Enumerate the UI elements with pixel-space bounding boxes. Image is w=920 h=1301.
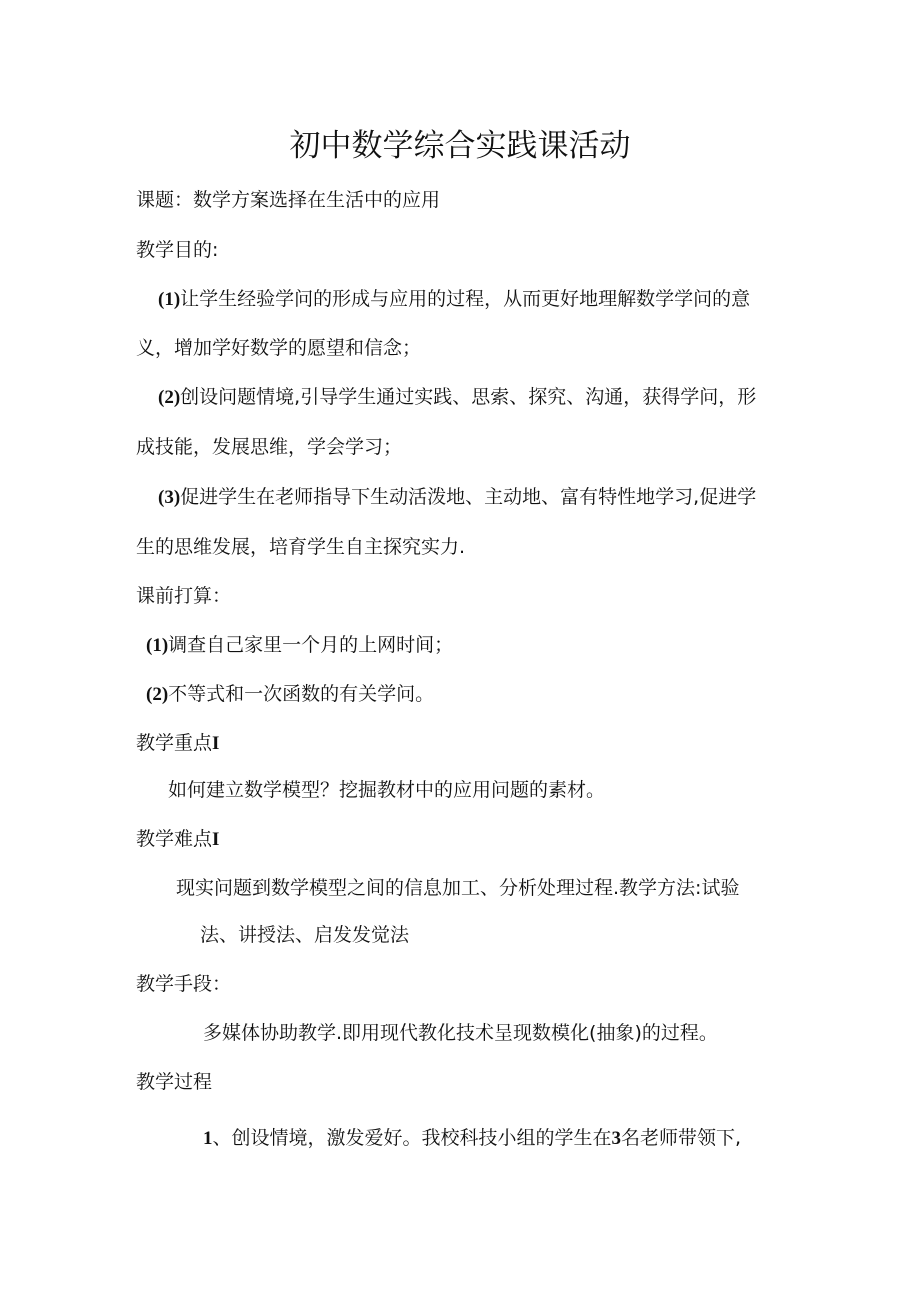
objective-3-line1	[158, 485, 756, 510]
process-step-number: 1	[203, 1128, 213, 1149]
objective-1-number: (1)	[158, 289, 181, 310]
key-point-text: 如何建立数学模型？挖掘教材中的应用问题的素材。	[168, 779, 606, 801]
process-heading: 教学过程	[136, 1071, 213, 1093]
key-point-heading	[136, 731, 219, 756]
process-text-a: 、创设情境，激发爱好。我校科技小组的学生在	[212, 1127, 612, 1149]
objective-3-number: (3)	[158, 487, 181, 508]
process-teacher-count: 3	[611, 1128, 622, 1149]
difficulty-line2: 法、讲授法、启发发觉法	[200, 924, 410, 946]
process-step-1	[203, 1126, 741, 1151]
objective-1-line2: 义，增加学好数学的愿望和信念；	[136, 337, 422, 359]
preparation-1-number: (1)	[146, 635, 169, 656]
difficulty-line1: 现实问题到数学模型之间的信息加工、分析处理过程.教学方法:试验	[176, 877, 740, 899]
objective-2-text: 创设问题情境,引导学生通过实践、思索、探究、沟通，获得学问，形	[180, 386, 757, 408]
preparation-2-number: (2)	[146, 684, 169, 705]
preparation-heading: 课前打算：	[136, 585, 232, 607]
key-point-label: 教学重点	[136, 732, 213, 754]
preparation-item-1	[146, 633, 453, 658]
difficulty-heading	[136, 827, 219, 852]
objective-3-line2: 生的思维发展，培育学生自主探究实力.	[136, 536, 466, 558]
document-title: 初中数学综合实践课活动	[289, 128, 631, 164]
objective-2-line2: 成技能，发展思维，学会学习；	[136, 436, 403, 458]
means-heading: 教学手段：	[136, 973, 232, 995]
key-point-mark: I	[212, 733, 220, 754]
objective-2-line1	[158, 385, 756, 410]
difficulty-mark: I	[212, 829, 220, 850]
objectives-heading: 教学目的:	[136, 239, 219, 261]
preparation-2-text: 不等式和一次函数的有关学问。	[168, 683, 435, 705]
process-text-b: 名老师带领下,	[621, 1127, 742, 1149]
difficulty-label: 教学难点	[136, 828, 213, 850]
objective-3-text: 促进学生在老师指导下生动活泼地、主动地、富有特性地学习,促进学	[180, 486, 757, 508]
preparation-item-2	[146, 682, 434, 707]
objective-1-line1	[158, 287, 750, 312]
objective-2-number: (2)	[158, 387, 181, 408]
preparation-1-text: 调查自己家里一个月的上网时间；	[168, 634, 454, 656]
objective-1-text: 让学生经验学问的形成与应用的过程，从而更好地理解数学学问的意	[180, 288, 751, 310]
topic-line: 课题：数学方案选择在生活中的应用	[136, 189, 441, 211]
means-text: 多媒体协助教学.即用现代教化技术呈现数模化(抽象)的过程。	[203, 1022, 718, 1044]
